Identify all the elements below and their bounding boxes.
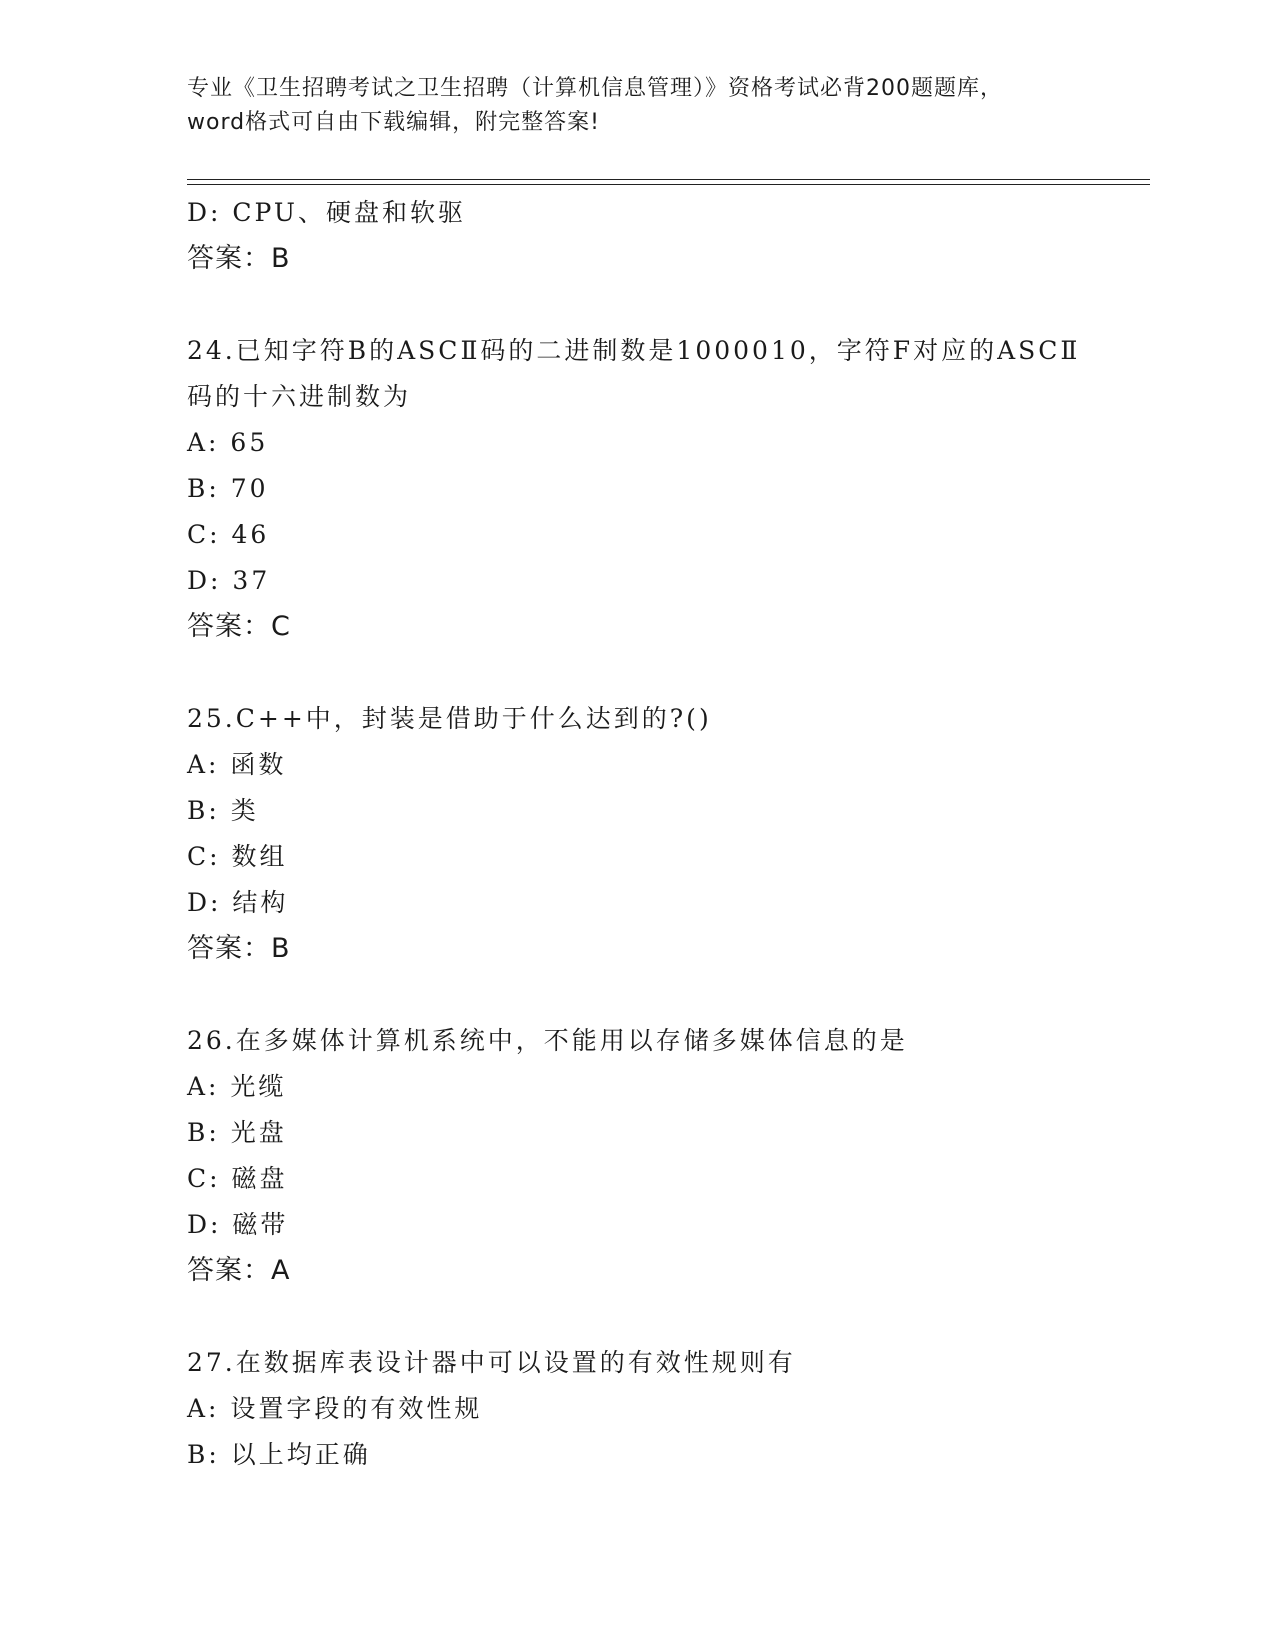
question-26-option-a: A: 光缆 xyxy=(187,1072,287,1101)
question-25-option-b: B: 类 xyxy=(187,796,259,825)
question-24-text: 24.已知字符B的ASCⅡ码的二进制数是1000010，字符F对应的ASCⅡ xyxy=(187,336,1081,365)
question-24-option-d: D: 37 xyxy=(187,566,271,595)
question-24-option-b: B: 70 xyxy=(187,474,269,503)
question-24-option-a: A: 65 xyxy=(187,428,269,457)
header-divider-top xyxy=(187,179,1150,180)
question-list xyxy=(187,190,1087,1478)
question-24-text-cont: 码的十六进制数为 xyxy=(187,382,412,411)
question-25-option-d: D: 结构 xyxy=(187,888,289,917)
question-26-option-d: D: 磁带 xyxy=(187,1210,289,1239)
question-26-option-c: C: 磁盘 xyxy=(187,1164,288,1193)
question-27-text: 27.在数据库表设计器中可以设置的有效性规则有 xyxy=(187,1348,796,1377)
answer-line: 答案：B xyxy=(187,243,291,274)
spacer xyxy=(187,1294,1087,1340)
question-26-answer: 答案：A xyxy=(187,1255,291,1286)
header-divider-bottom xyxy=(187,184,1150,185)
question-26-text: 26.在多媒体计算机系统中，不能用以存储多媒体信息的是 xyxy=(187,1026,908,1055)
document-header xyxy=(187,72,1087,140)
spacer xyxy=(187,650,1087,696)
question-25-option-c: C: 数组 xyxy=(187,842,288,871)
question-26-option-b: B: 光盘 xyxy=(187,1118,287,1147)
question-27-option-b: B: 以上均正确 xyxy=(187,1440,371,1469)
header-line-2: word格式可自由下载编辑，附完整答案! xyxy=(187,110,600,135)
spacer xyxy=(187,972,1087,1018)
question-25-text: 25.C++中，封装是借助于什么达到的?() xyxy=(187,704,712,733)
option-d: D: CPU、硬盘和软驱 xyxy=(187,198,466,227)
question-25-answer: 答案：B xyxy=(187,933,291,964)
question-24-answer: 答案：C xyxy=(187,611,291,642)
question-25-option-a: A: 函数 xyxy=(187,750,287,779)
question-24-option-c: C: 46 xyxy=(187,520,270,549)
spacer xyxy=(187,282,1087,328)
header-line-1: 专业《卫生招聘考试之卫生招聘（计算机信息管理）》资格考试必背200题题库， xyxy=(187,76,1003,101)
question-27-option-a: A: 设置字段的有效性规 xyxy=(187,1394,483,1423)
